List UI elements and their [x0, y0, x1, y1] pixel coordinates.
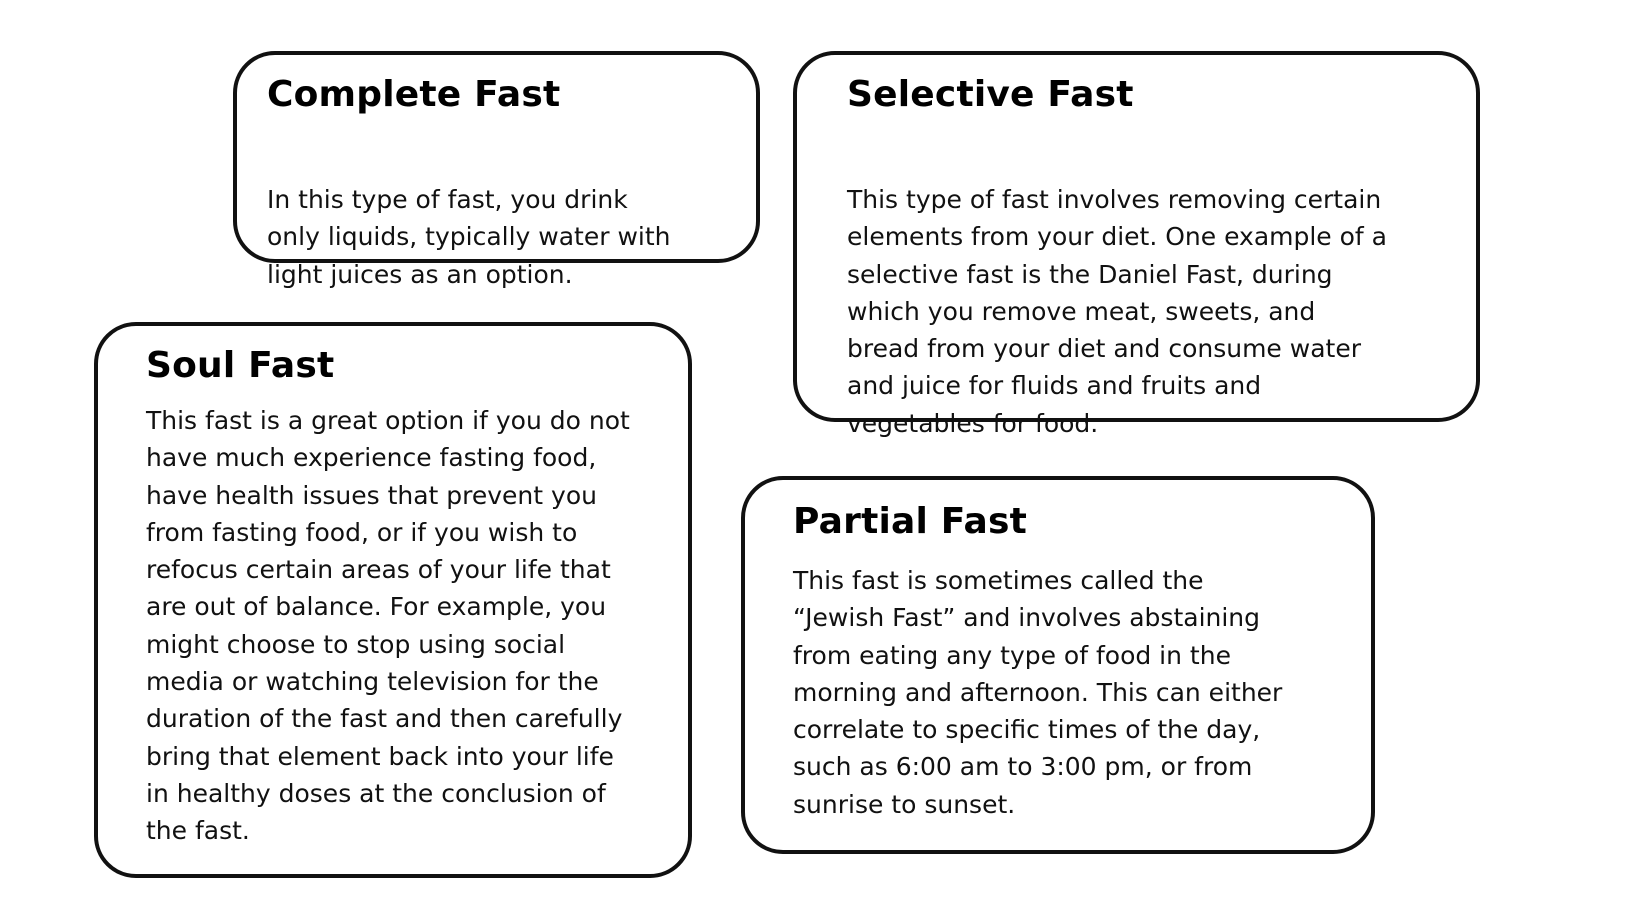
soul-fast-description — [146, 402, 630, 850]
partial-fast-line: correlate to specific times of the day, — [793, 715, 1261, 745]
partial-fast-line: from eating any type of food in the — [793, 640, 1231, 670]
partial-fast-line: such as 6:00 am to 3:00 pm, or from — [793, 752, 1253, 782]
soul-fast-line: from fasting food, or if you wish to — [146, 517, 578, 547]
soul-fast-line: This fast is a great option if you do not — [146, 406, 630, 435]
partial-fast-line: morning and afternoon. This can either — [793, 677, 1283, 707]
partial-fast-description — [793, 562, 1282, 823]
complete-fast-title: Complete Fast — [267, 74, 561, 115]
selective-fast-line: bread from your diet and consume water — [847, 334, 1361, 364]
complete-fast-line: only liquids, typically water with — [267, 222, 671, 252]
selective-fast-line: elements from your diet. One example of a — [847, 222, 1388, 252]
selective-fast-line: selective fast is the Daniel Fast, during — [847, 259, 1333, 289]
selective-fast-card — [793, 51, 1480, 438]
partial-fast-line: “Jewish Fast” and involves abstaining — [793, 603, 1261, 633]
complete-fast-line: In this type of fast, you drink — [267, 185, 628, 214]
soul-fast-card — [94, 322, 692, 878]
soul-fast-line: are out of balance. For example, you — [146, 592, 607, 622]
complete-fast-line: light juices as an option. — [267, 259, 573, 289]
soul-fast-line: media or watching television for the — [146, 667, 599, 697]
soul-fast-line: duration of the fast and then carefully — [146, 704, 623, 734]
partial-fast-title: Partial Fast — [793, 501, 1027, 542]
soul-fast-line: bring that element back into your life — [146, 741, 614, 771]
complete-fast-card — [233, 51, 760, 289]
soul-fast-line: have much experience fasting food, — [146, 443, 597, 473]
soul-fast-line: the fast. — [146, 816, 250, 846]
partial-fast-line: This fast is sometimes called the — [793, 566, 1204, 595]
soul-fast-line: refocus certain areas of your life that — [146, 555, 611, 585]
selective-fast-line: This type of fast involves removing certain — [847, 185, 1382, 214]
soul-fast-title: Soul Fast — [146, 345, 335, 386]
soul-fast-line: have health issues that prevent you — [146, 480, 597, 510]
soul-fast-line: might choose to stop using social — [146, 629, 566, 659]
partial-fast-card — [741, 476, 1375, 854]
selective-fast-description — [847, 181, 1387, 442]
partial-fast-line: sunrise to sunset. — [793, 789, 1016, 819]
selective-fast-title: Selective Fast — [847, 74, 1134, 115]
complete-fast-description — [267, 181, 671, 293]
soul-fast-line: in healthy doses at the conclusion of — [146, 778, 606, 808]
selective-fast-line: and juice for fluids and fruits and — [847, 371, 1262, 401]
selective-fast-line: which you remove meat, sweets, and — [847, 296, 1316, 326]
selective-fast-line: vegetables for food. — [847, 408, 1099, 438]
